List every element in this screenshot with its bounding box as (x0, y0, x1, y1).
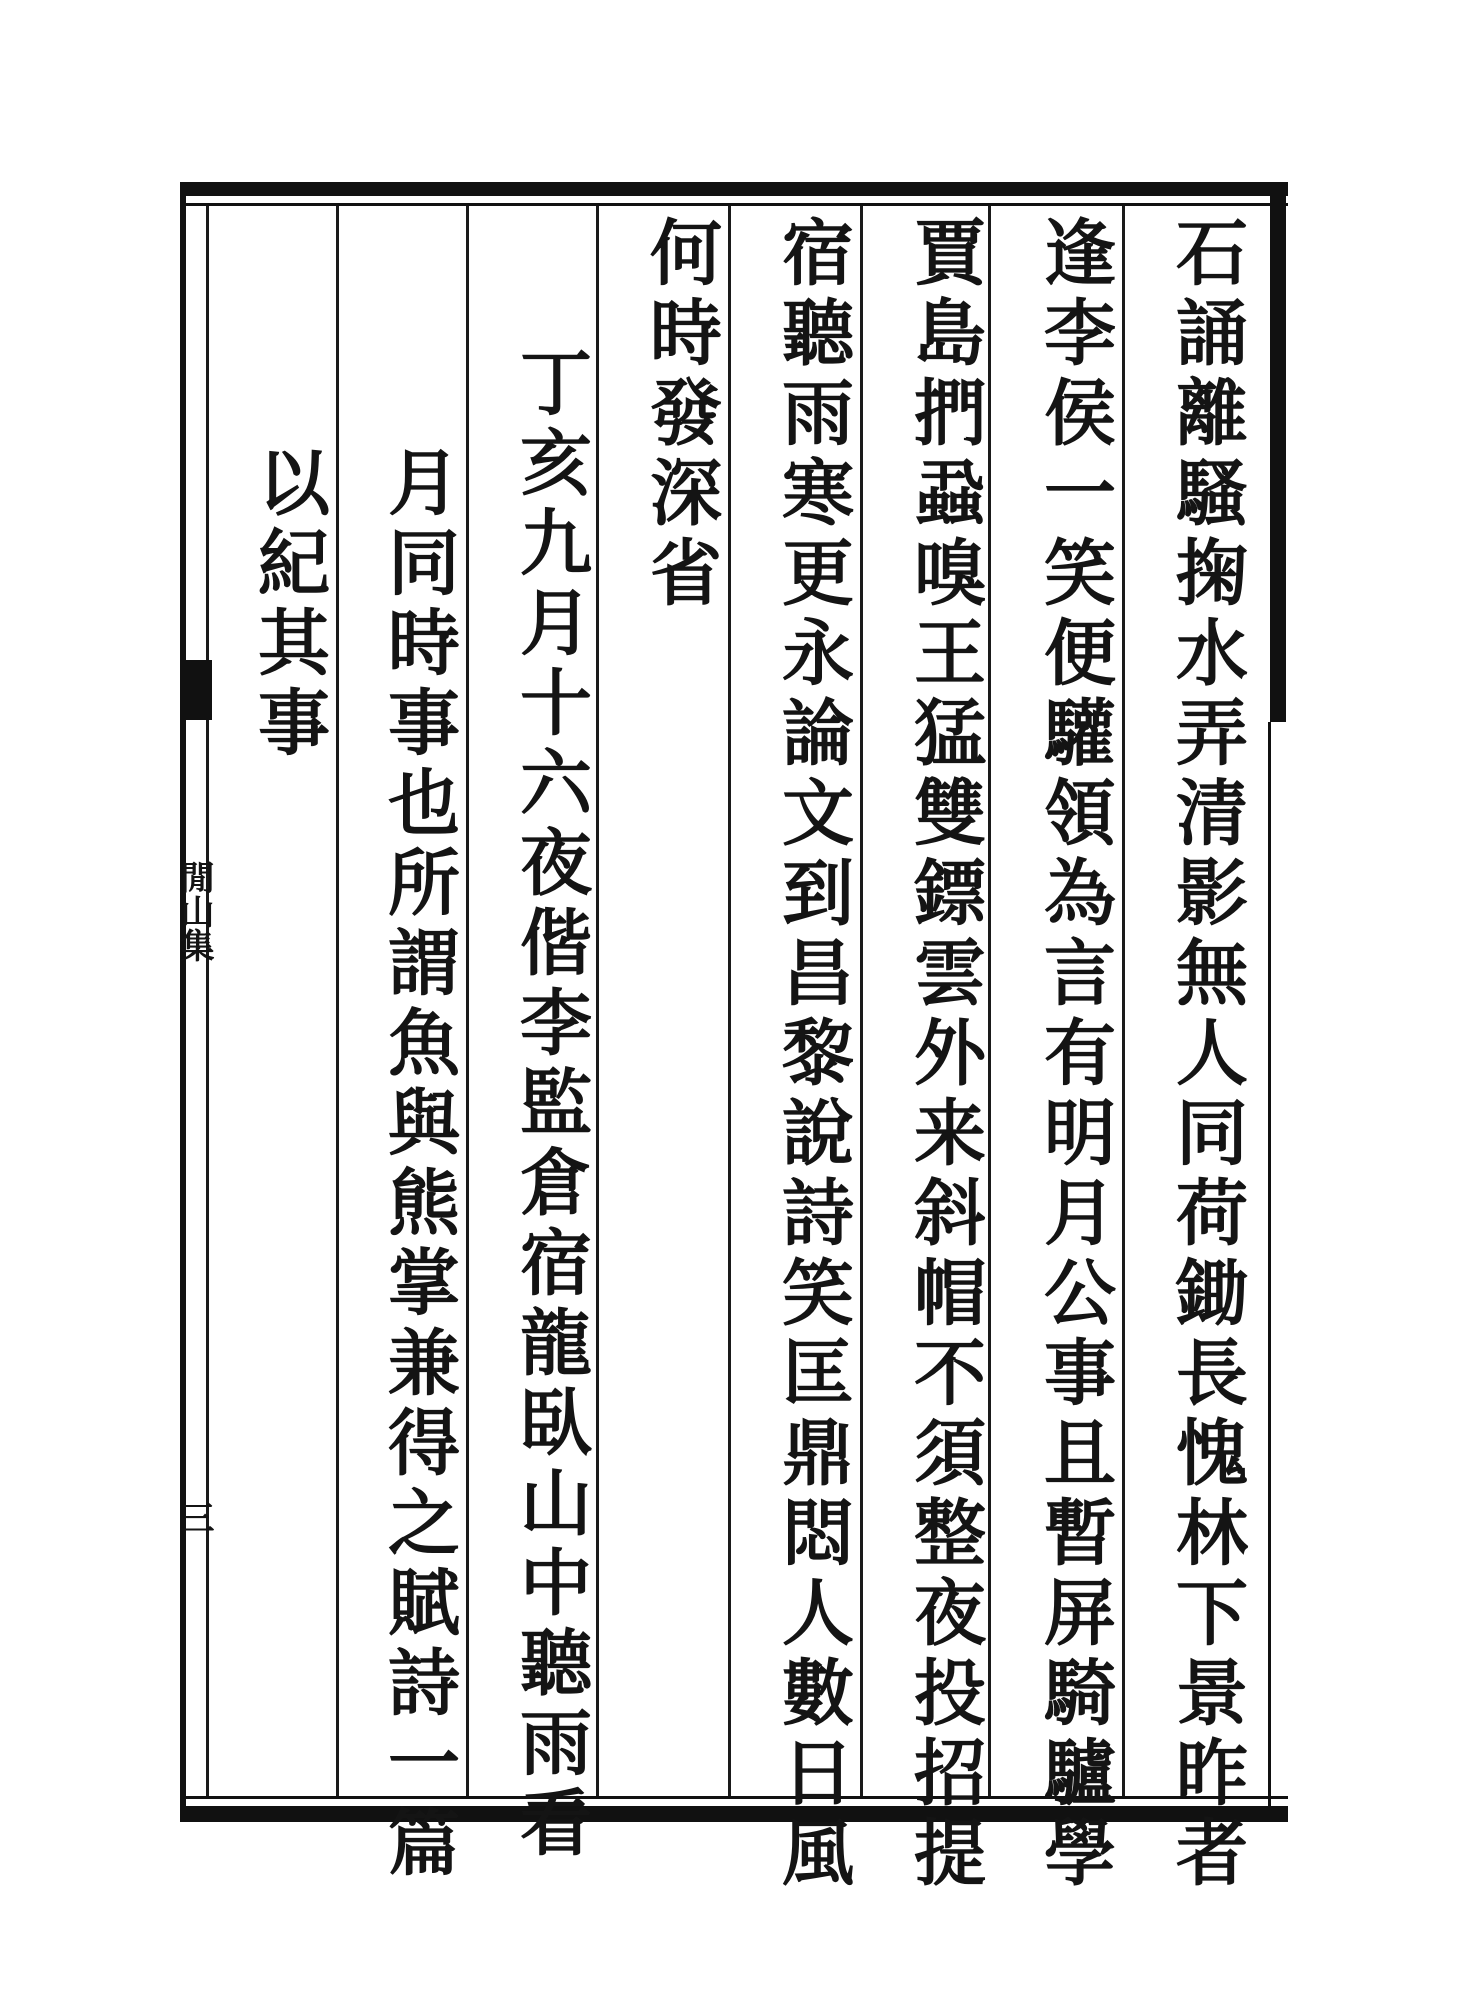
frame-right-border (1270, 182, 1286, 722)
text-column-4: 宿聽雨寒更永論文到昌黎說詩笑匡鼎悶人數日風 (770, 215, 855, 1895)
column-divider (206, 206, 209, 1796)
frame-right-border-lower (1268, 722, 1271, 1822)
fishtail-mark (186, 660, 212, 720)
text-column-6: 丁亥九月十六夜偕李監倉宿龍臥山中聽雨看 (508, 345, 593, 1865)
text-column-5: 何時發深省 (638, 215, 723, 615)
frame-top-border (180, 182, 1288, 196)
text-column-8: 以紀其事 (246, 445, 331, 765)
margin-page-number: 三 (174, 1500, 214, 1534)
frame-left-border (180, 182, 186, 1822)
text-column-3: 賈島捫蝨嗅王猛雙鏢雲外来斜帽不須整夜投招提 (902, 215, 987, 1895)
text-column-7: 月同時事也所謂魚與熊掌兼得之賦詩一篇 (376, 445, 461, 1885)
text-column-2: 逢李侯一笑便驩領為言有明月公事且暫屏騎驢學 (1032, 215, 1117, 1895)
margin-title: 閒山集 (174, 860, 214, 962)
text-column-1: 石誦離騷掬水弄清影無人同荷鋤長愧林下景昨者 (1164, 215, 1249, 1895)
